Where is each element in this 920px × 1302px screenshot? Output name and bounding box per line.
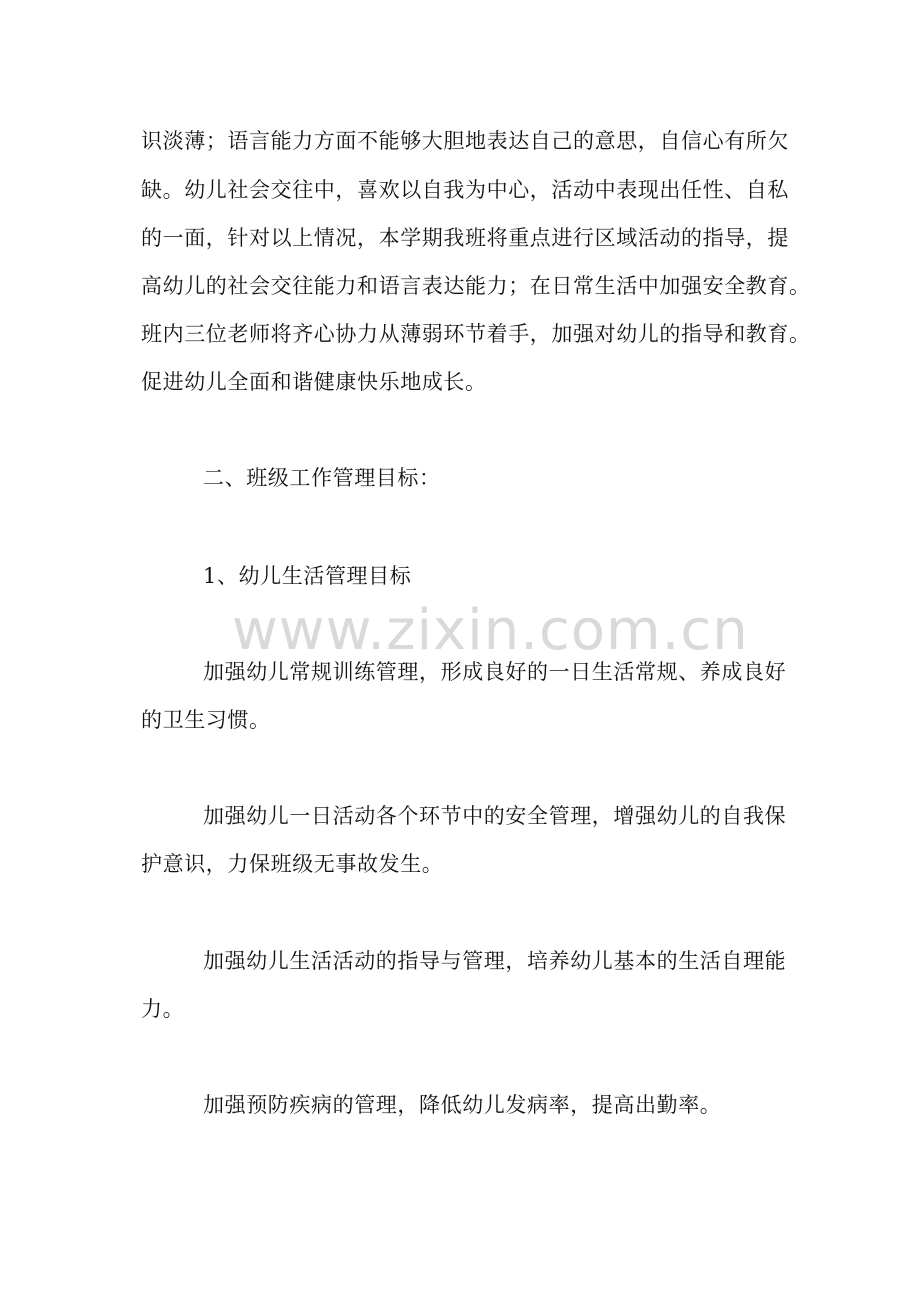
paragraph-2-line-1: 加强幼儿一日活动各个环节中的安全管理，增强幼儿的自我保 — [203, 804, 787, 828]
paragraph-3-line-1: 加强幼儿生活活动的指导与管理，培养幼儿基本的生活自理能 — [203, 949, 787, 973]
intro-line-2: 缺。幼儿社会交往中，喜欢以自我为中心，活动中表现出任性、自私 — [141, 178, 789, 202]
paragraph-2-line-2: 护意识，力保班级无事故发生。 — [141, 852, 444, 876]
intro-line-4: 高幼儿的社会交往能力和语言表达能力；在日常生活中加强安全教育。 — [141, 274, 811, 298]
intro-line-6: 促进幼儿全面和谐健康快乐地成长。 — [141, 370, 487, 394]
paragraph-1-line-1: 加强幼儿常规训练管理，形成良好的一日生活常规、养成良好 — [203, 660, 787, 684]
paragraph-1-line-2: 的卫生习惯。 — [141, 708, 271, 732]
paragraph-4-line-1: 加强预防疾病的管理，降低幼儿发病率，提高出勤率。 — [203, 1093, 722, 1117]
paragraph-3-line-2: 力。 — [141, 997, 185, 1021]
watermark: www.zixin.com.cn — [232, 598, 749, 663]
section-heading: 二、班级工作管理目标： — [203, 466, 441, 490]
subsection-heading: 1、幼儿生活管理目标 — [203, 564, 412, 588]
intro-line-3: 的一面，针对以上情况，本学期我班将重点进行区域活动的指导，提 — [141, 226, 789, 250]
intro-line-1: 识淡薄；语言能力方面不能够大胆地表达自己的意思，自信心有所欠 — [141, 129, 789, 153]
intro-line-5: 班内三位老师将齐心协力从薄弱环节着手，加强对幼儿的指导和教育。 — [141, 322, 811, 346]
